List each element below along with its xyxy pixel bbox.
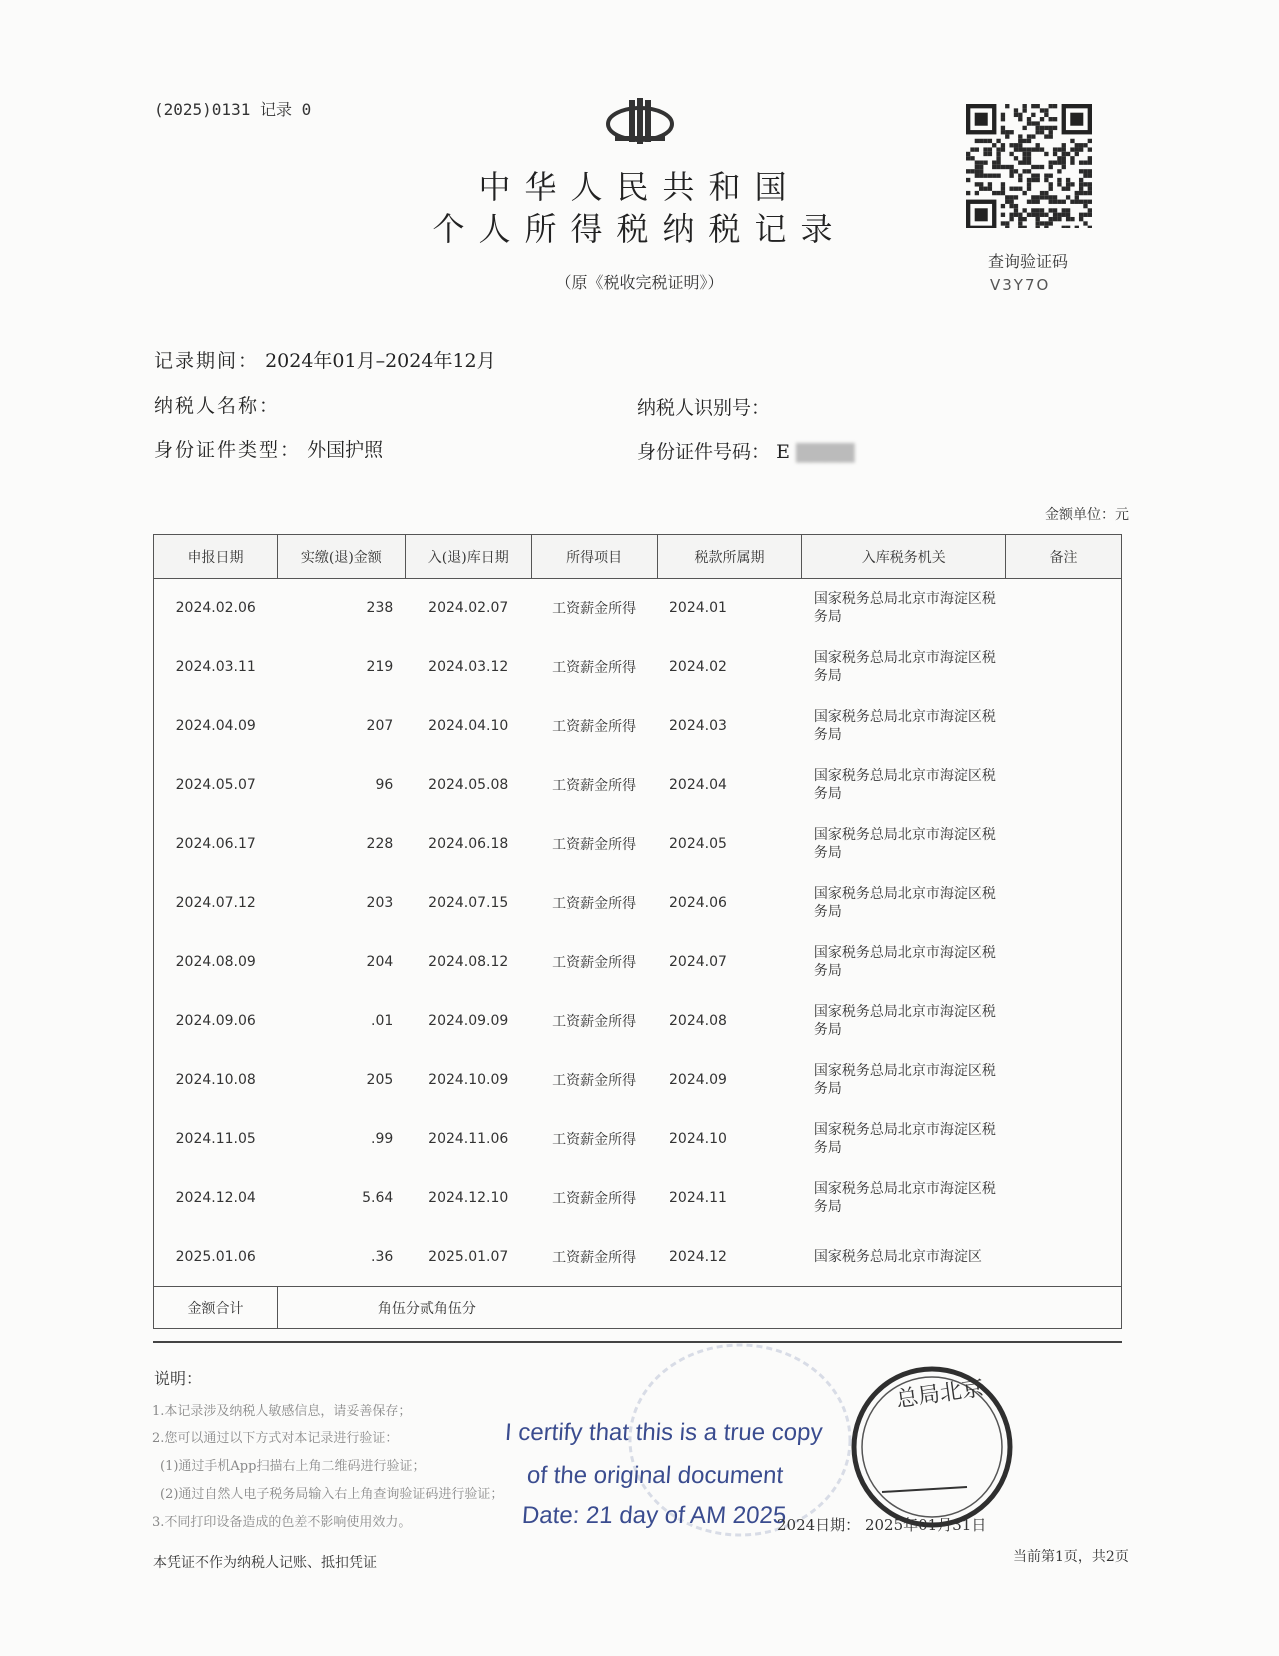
record-period	[154, 346, 496, 373]
column-header: 入库税务机关	[802, 535, 1006, 579]
cell-amount: 205	[366, 1072, 394, 1088]
cell-item: 工资薪金所得	[552, 1073, 637, 1089]
column-header: 税款所属期	[657, 535, 802, 579]
cell-item: 工资薪金所得	[552, 660, 637, 676]
note-1: 1.本记录涉及纳税人敏感信息，请妥善保存；	[152, 1404, 412, 1419]
table-row	[154, 697, 1122, 756]
notes-title: 说明：	[154, 1369, 203, 1388]
cell-period: 2024.03	[669, 718, 727, 734]
cell-amount: 5.64	[362, 1190, 394, 1206]
cell-store-date: 2024.06.18	[428, 836, 509, 852]
cell-amount: 96	[375, 777, 394, 793]
name-label: 纳税人名称：	[154, 395, 281, 417]
cell-period: 2024.11	[669, 1190, 727, 1206]
cell-office: 国家税务总局北京市海淀区税务局	[813, 945, 996, 979]
cell-item: 工资薪金所得	[552, 1014, 637, 1030]
cell-office: 国家税务总局北京市海淀区税务局	[813, 1004, 996, 1038]
column-header: 申报日期	[154, 535, 278, 579]
period-label: 记录期间：	[154, 350, 260, 372]
cell-office: 国家税务总局北京市海淀区税务局	[813, 1181, 996, 1215]
cell-store-date: 2024.11.06	[428, 1131, 509, 1147]
cell-period: 2024.01	[669, 600, 727, 617]
cell-item: 工资薪金所得	[552, 896, 637, 912]
cell-remark	[1006, 992, 1122, 1051]
total-value: 角伍分贰角伍分	[277, 1287, 1121, 1329]
table-row	[154, 1169, 1122, 1228]
certify-line-3: Date: 21 day of AM 2025	[521, 1502, 788, 1529]
cell-office: 国家税务总局北京市海淀区税务局	[813, 591, 996, 626]
certify-line-1: I certify that this is a true copy	[504, 1419, 824, 1446]
cell-amount: 203	[366, 895, 394, 911]
cell-date: 2024.05.07	[154, 756, 278, 815]
cell-office: 国家税务总局北京市海淀区	[813, 1248, 982, 1265]
cell-store-date: 2024.05.08	[428, 777, 509, 793]
cell-office: 国家税务总局北京市海淀区税务局	[813, 1122, 996, 1156]
cell-store-date: 2024.10.09	[428, 1072, 509, 1088]
note-2-1: (1)通过手机App扫描右上角二维码进行验证；	[160, 1459, 426, 1474]
cell-remark	[1006, 1169, 1122, 1228]
table-row	[154, 1110, 1122, 1169]
disclaimer: 本凭证不作为纳税人记账、抵扣凭证	[153, 1555, 377, 1571]
cell-amount: 207	[366, 718, 394, 734]
cell-item: 工资薪金所得	[552, 778, 637, 794]
cell-office: 国家税务总局北京市海淀区税务局	[813, 886, 996, 920]
id-label: 纳税人识别号：	[637, 397, 771, 419]
date-label: 2024日期：	[777, 1516, 861, 1534]
certify-line-2: of the original document	[526, 1462, 785, 1489]
cell-item: 工资薪金所得	[552, 719, 637, 735]
cell-date: 2024.09.06	[154, 992, 278, 1051]
cell-date: 2024.03.11	[154, 638, 278, 697]
cell-date: 2024.10.08	[154, 1051, 278, 1110]
cell-period: 2024.10	[669, 1131, 727, 1147]
period-value: 2024年01月–2024年12月	[265, 350, 496, 372]
column-header: 备注	[1006, 535, 1122, 579]
document-number: (2025)0131 记录 0	[154, 100, 312, 119]
column-header: 所得项目	[531, 535, 657, 579]
print-date	[777, 1514, 986, 1535]
column-header: 入(退)库日期	[405, 535, 531, 579]
cell-store-date: 2024.08.12	[428, 954, 509, 970]
cell-date: 2024.07.12	[154, 874, 278, 933]
tax-record-table	[153, 534, 1122, 1329]
cell-item: 工资薪金所得	[552, 1191, 637, 1207]
subtitle: （原《税收完税证明》）	[555, 273, 724, 292]
cell-period: 2024.06	[669, 895, 727, 911]
cell-store-date: 2024.07.15	[428, 895, 509, 911]
table-row	[154, 874, 1122, 933]
title-country: 中华人民共和国	[478, 168, 801, 206]
page-info: 当前第1页，共2页	[1013, 1549, 1129, 1565]
table-row	[154, 1228, 1122, 1287]
official-stamp-icon	[847, 1362, 1017, 1532]
cell-remark	[1006, 1051, 1122, 1110]
doc-number	[637, 437, 854, 464]
cell-item: 工资薪金所得	[552, 601, 637, 618]
table-row	[154, 756, 1122, 815]
cell-store-date: 2025.01.07	[428, 1248, 509, 1265]
verify-code-value: V3Y7O	[990, 276, 1051, 294]
cell-remark	[1006, 874, 1122, 933]
cell-remark	[1006, 1228, 1122, 1287]
cell-date: 2025.01.06	[154, 1228, 278, 1287]
cell-date: 2024.08.09	[154, 933, 278, 992]
table-row	[154, 815, 1122, 874]
cell-date: 2024.12.04	[154, 1169, 278, 1228]
cell-remark	[1006, 697, 1122, 756]
table-row	[154, 1051, 1122, 1110]
amount-unit: 金额单位：元	[1045, 507, 1129, 523]
cell-store-date: 2024.03.12	[428, 659, 509, 675]
cell-period: 2024.02	[669, 659, 727, 675]
cell-store-date: 2024.04.10	[428, 718, 509, 734]
cell-date: 2024.02.06	[154, 579, 278, 638]
cell-period: 2024.12	[669, 1248, 727, 1265]
taxpayer-id	[637, 393, 770, 420]
cell-item: 工资薪金所得	[552, 837, 637, 853]
cell-period: 2024.07	[669, 954, 727, 970]
cell-office: 国家税务总局北京市海淀区税务局	[813, 709, 996, 743]
total-label: 金额合计	[154, 1287, 278, 1329]
cell-date: 2024.06.17	[154, 815, 278, 874]
cell-remark	[1006, 579, 1122, 638]
cell-item: 工资薪金所得	[552, 1249, 637, 1266]
cell-office: 国家税务总局北京市海淀区税务局	[813, 768, 996, 802]
table-row	[154, 638, 1122, 697]
cell-amount: 219	[366, 659, 394, 675]
date-value: 2025年01月31日	[864, 1516, 987, 1534]
verify-code-label: 查询验证码	[988, 252, 1069, 271]
cell-office: 国家税务总局北京市海淀区税务局	[813, 827, 996, 861]
cell-item: 工资薪金所得	[552, 1132, 637, 1148]
cell-store-date: 2024.09.09	[428, 1013, 509, 1029]
cell-amount: 238	[366, 600, 394, 617]
cell-store-date: 2024.02.07	[428, 600, 509, 617]
doc-no-redacted: ▇▇▇▇	[795, 441, 855, 463]
cell-store-date: 2024.12.10	[428, 1190, 509, 1206]
doc-type	[154, 435, 383, 462]
cell-remark	[1006, 815, 1122, 874]
cell-period: 2024.05	[669, 836, 727, 852]
cell-amount: .01	[371, 1013, 394, 1029]
column-header: 实缴(退)金额	[277, 535, 405, 579]
taxpayer-name	[154, 391, 280, 418]
cell-amount: .99	[371, 1131, 394, 1147]
cell-office: 国家税务总局北京市海淀区税务局	[813, 1063, 996, 1097]
doc-no-value: E	[776, 441, 790, 463]
cell-date: 2024.11.05	[154, 1110, 278, 1169]
cell-remark	[1006, 933, 1122, 992]
note-2: 2.您可以通过以下方式对本记录进行验证：	[152, 1431, 399, 1446]
stamp-text: 总局北京	[894, 1375, 986, 1413]
doc-type-label: 身份证件类型：	[154, 439, 302, 461]
cell-date: 2024.04.09	[154, 697, 278, 756]
cell-amount: 204	[366, 954, 394, 970]
cell-remark	[1006, 1110, 1122, 1169]
title-record: 个人所得税纳税记录	[432, 210, 847, 248]
cell-remark	[1006, 756, 1122, 815]
table-row	[154, 933, 1122, 992]
cell-remark	[1006, 638, 1122, 697]
tax-emblem-icon	[605, 96, 675, 146]
qr-code-icon[interactable]	[966, 104, 1092, 228]
cell-amount: .36	[371, 1248, 394, 1265]
cell-period: 2024.09	[669, 1072, 727, 1088]
table-row	[154, 992, 1122, 1051]
total-row	[154, 1287, 1122, 1329]
table-row	[154, 579, 1122, 638]
note-3: 3.不同打印设备造成的色差不影响使用效力。	[152, 1515, 412, 1530]
doc-no-label: 身份证件号码：	[637, 441, 771, 463]
cell-office: 国家税务总局北京市海淀区税务局	[813, 650, 996, 684]
cell-period: 2024.08	[669, 1013, 727, 1029]
doc-type-value: 外国护照	[307, 439, 384, 461]
cell-item: 工资薪金所得	[552, 955, 637, 971]
table-header-row	[154, 535, 1122, 579]
cell-amount: 228	[366, 836, 394, 852]
note-2-2: (2)通过自然人电子税务局输入右上角查询验证码进行验证；	[160, 1487, 504, 1502]
cell-period: 2024.04	[669, 777, 727, 793]
